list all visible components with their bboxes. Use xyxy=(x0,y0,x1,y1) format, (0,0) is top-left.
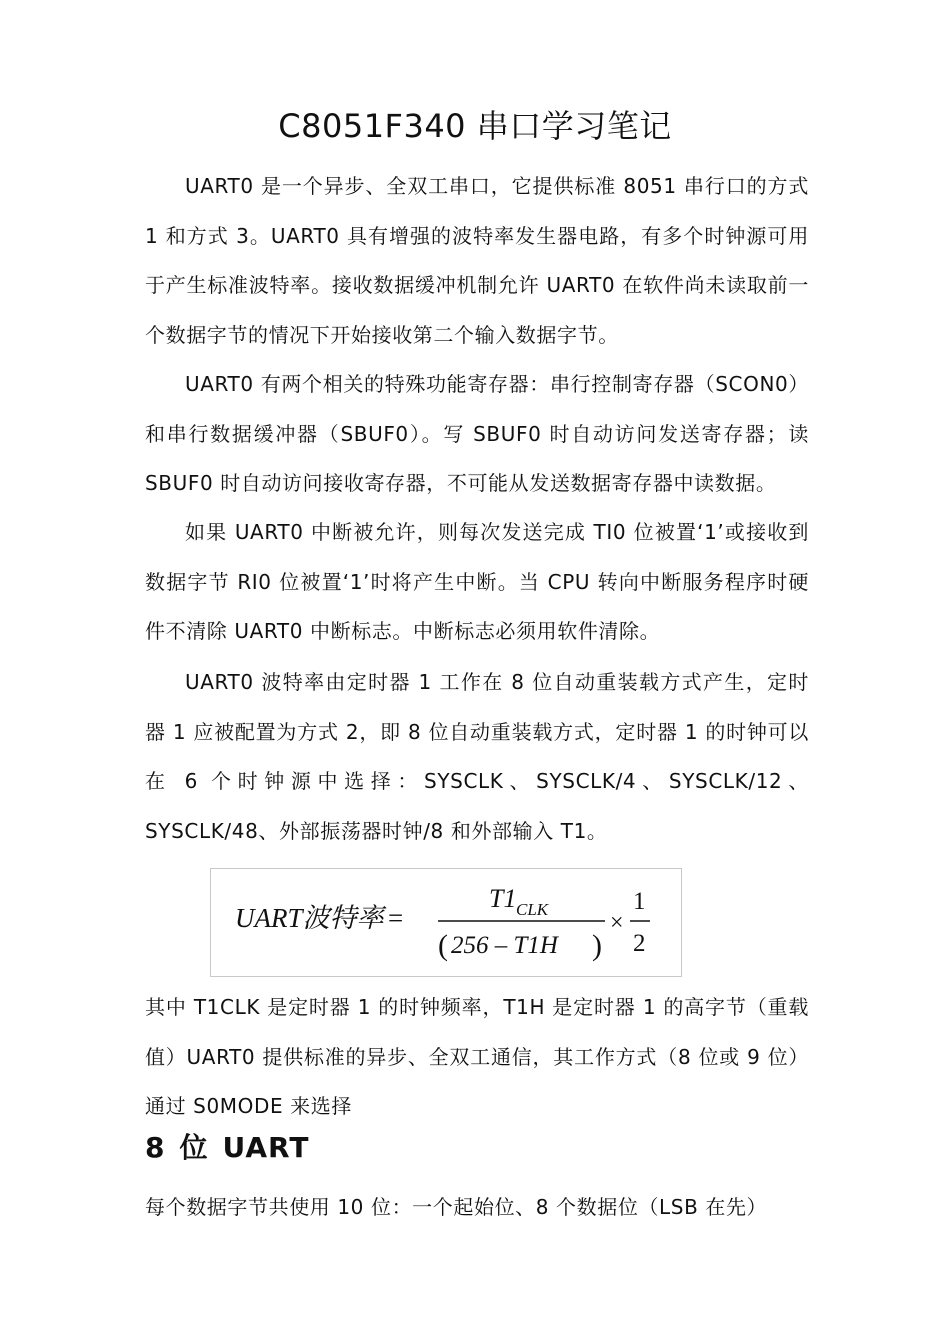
formula-times: × xyxy=(610,910,624,936)
paragraph-uart0-intro: UART0 是一个异步、全双工串口，它提供标准 8051 串行口的方式 1 和方式 3。UART0 具有增强的波特率发生器电路，有多个时钟源可用于产生标准波特率。接收数据缓冲机制允许 UART0 在软件尚未读取前一个数据字节的情况下开始接收第二个输入数据字节。 xyxy=(145,174,809,347)
document-title: C8051F340 串口学习笔记 xyxy=(278,107,672,145)
section-heading-8bit-uart xyxy=(145,1126,309,1170)
section-heading-word: 位 xyxy=(179,1131,209,1164)
paragraph-interrupt: 如果 UART0 中断被允许，则每次发送完成 TI0 位被置‘1’或接收到数据字节 RI0 位被置‘1’时将产生中断。当 CPU 转向中断服务程序时硬件不清除 UART0 中断标志。中断标志必须用软件清除。 xyxy=(145,520,809,643)
baud-rate-formula xyxy=(210,868,682,977)
paragraph-sfr: UART0 有两个相关的特殊功能寄存器：串行控制寄存器（SCON0）和串行数据缓冲器（SBUF0）。写 SBUF0 时自动访问发送寄存器；读 SBUF0 时自动访问接收寄存器，不可能从发送数据寄存器中读数据。 xyxy=(145,372,809,495)
formula-denominator-open: ( xyxy=(438,929,448,962)
formula-numerator-subscript: CLK xyxy=(516,900,549,919)
paragraph-data-byte-bits: 每个数据字节共使用 10 位：一个起始位、8 个数据位（LSB 在先） xyxy=(145,1195,768,1219)
section-heading-name: UART xyxy=(222,1131,310,1164)
formula-denominator-expr: 256 – T1H xyxy=(451,932,558,959)
section-heading-number: 8 xyxy=(145,1131,166,1164)
formula-half-denominator: 2 xyxy=(633,930,646,957)
formula-equals: = xyxy=(388,903,404,933)
formula-half-numerator: 1 xyxy=(633,888,646,915)
formula-graphic xyxy=(211,869,683,978)
formula-lhs: UART波特率 xyxy=(235,903,384,933)
paragraph-after-formula: 其中 T1CLK 是定时器 1 的时钟频率，T1H 是定时器 1 的高字节（重载值）UART0 提供标准的异步、全双工通信，其工作方式（8 位或 9 位）通过 S0MODE 来选择 xyxy=(145,995,809,1118)
formula-numerator-main: T1 xyxy=(489,884,517,913)
paragraph-baud-rate: UART0 波特率由定时器 1 工作在 8 位自动重装载方式产生，定时器 1 应被配置为方式 2，即 8 位自动重装载方式，定时器 1 的时钟可以在 6 个时钟源中选择：SYSCLK、SYSCLK/4、SYSCLK/12、SYSCLK/48、外部振荡器时钟/8 和外部输入 T1。 xyxy=(145,670,809,843)
formula-denominator-close: ) xyxy=(592,929,602,962)
